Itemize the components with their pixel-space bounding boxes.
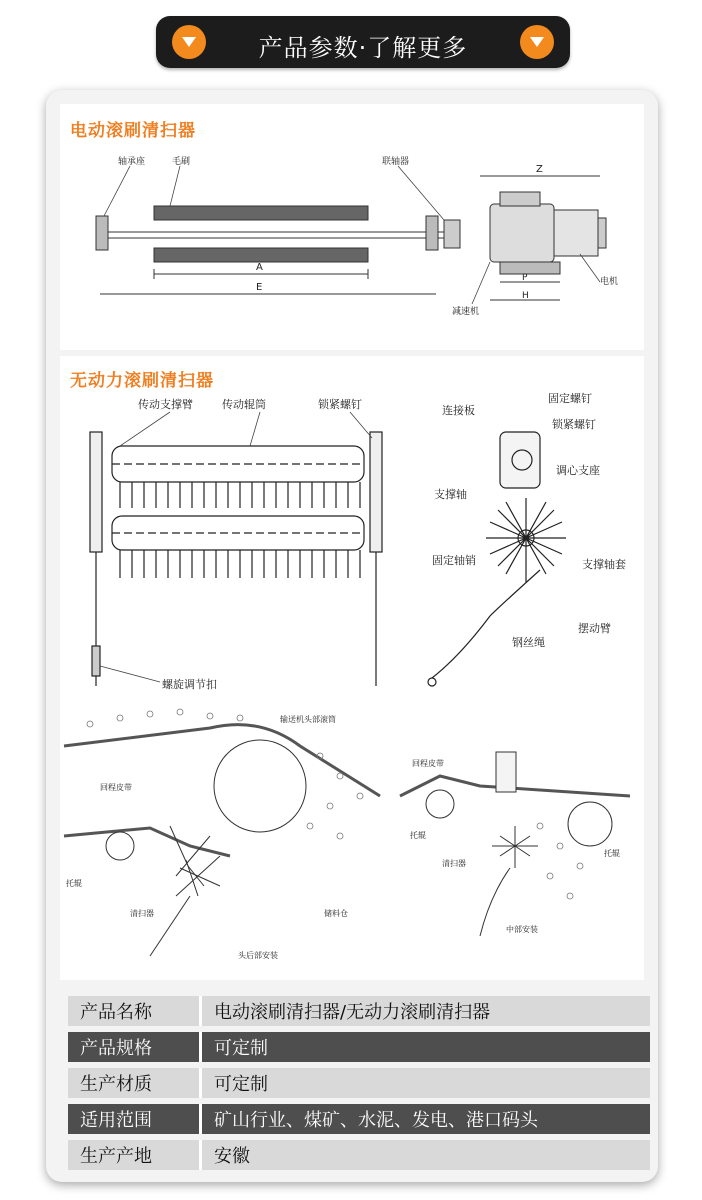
label-drive-arm: 传动支撑臂 [138,398,193,411]
chevron-down-icon [520,25,554,59]
spec-value: 安徽 [199,1140,650,1170]
label-return-belt: 回程皮带 [100,783,132,792]
label-hopper: 储料仓 [324,909,348,918]
label-idler-3: 托辊 [604,849,620,858]
table-row [68,1068,650,1098]
label-cleaner: 清扫器 [130,909,154,918]
label-swing-arm: 摆动臂 [578,622,611,635]
label-brush: 毛刷 [172,157,191,167]
spec-name: 产品规格 [68,1032,199,1062]
label-dim-p: P [522,273,528,283]
label-dim-z: Z [536,164,543,175]
spec-name: 生产产地 [68,1140,199,1170]
spec-name: 适用范围 [68,1104,199,1134]
label-dim-h: H [522,291,529,301]
label-lock-screw: 锁紧螺钉 [318,398,362,411]
label-lock-screw-2: 锁紧螺钉 [552,418,596,431]
spec-value: 矿山行业、煤矿、水泥、发电、港口码头 [199,1104,650,1134]
label-idler: 托辊 [66,879,82,888]
spec-value: 可定制 [199,1032,650,1062]
section-title-electric: 电动滚刷清扫器 [70,121,196,141]
table-row [68,1032,650,1062]
label-head-drum: 输送机头部滚筒 [280,715,336,724]
electric-brush-diagram [60,104,644,350]
label-support-sleeve: 支撑轴套 [582,558,626,571]
label-turnbuckle: 螺旋调节扣 [162,678,217,691]
label-dim-a: A [256,262,263,273]
label-bearing: 轴承座 [118,157,146,167]
label-reducer: 减速机 [452,307,480,317]
label-head-install: 头后部安装 [238,951,278,960]
spec-table [68,990,650,1176]
label-mid-install: 中部安装 [506,925,538,934]
non-powered-brush-panel [60,356,644,980]
label-motor: 电机 [600,277,619,287]
label-fixed-pin: 固定轴销 [432,554,476,567]
label-self-align: 调心支座 [556,464,600,477]
table-row [68,1104,650,1134]
label-link-plate: 连接板 [442,404,475,417]
label-cleaner-2: 清扫器 [442,859,466,868]
section-title-non-powered: 无动力滚刷清扫器 [70,371,214,391]
spec-name: 产品名称 [68,996,199,1026]
label-idler-2: 托辊 [410,831,426,840]
table-row [68,996,650,1026]
header-title: 产品参数·了解更多 [258,34,468,62]
spec-value: 电动滚刷清扫器/无动力滚刷清扫器 [199,996,650,1026]
header-banner [156,16,570,68]
spec-value: 可定制 [199,1068,650,1098]
label-coupling: 联轴器 [382,157,410,167]
label-support-shaft: 支撑轴 [434,488,467,501]
table-row [68,1140,650,1170]
label-dim-e: E [256,282,263,293]
label-drive-roller: 传动辊筒 [222,398,266,411]
label-return-belt-2: 回程皮带 [412,759,444,768]
label-wire-rope: 钢丝绳 [512,636,545,649]
spec-name: 生产材质 [68,1068,199,1098]
electric-brush-panel [60,104,644,350]
label-fixed-screw: 固定螺钉 [548,392,592,405]
non-powered-brush-diagram [60,356,644,980]
